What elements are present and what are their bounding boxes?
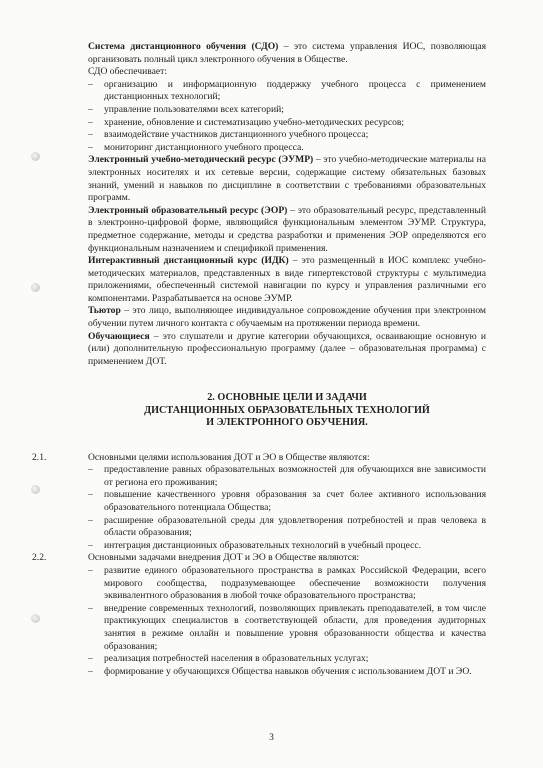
definition-text: – это система управления ИОС, позволяющая организовать полный цикл электронного обучения в Обществе. (88, 41, 487, 65)
clause-number: 2.2. (32, 552, 47, 564)
list-item: – организацию и информационную поддержку учебного процесса с применением дистанционных технологий; (88, 78, 486, 103)
punch-hole (31, 152, 40, 161)
list-item: – хранение, обновление и систематизацию учебно-методических ресурсов; (88, 116, 405, 128)
definition-text: – это учебно-методические материалы на электронных носителях и их сетевые версии, содержащие систему обязательных базовых знаний, умений и навыков по дисциплине в соответствии с требованиями образовательных программ. (88, 154, 486, 204)
definition-text: – это размещенный в ИОС комплекс учебно-методических материалов, представленных в виде гипертекстовой структуры с мультимедиа приложениями, обеспеченный системой навигации по курсу и управления различными его компонентами. Разрабатывается на основе ЭУМР. (88, 255, 486, 304)
punch-hole (31, 485, 40, 494)
definition-term: Тьютор (88, 305, 121, 317)
list-item: – интеграция дистанционных образовательных технологий в учебный процесс. (88, 539, 421, 551)
list-item: – повышение качественного уровня образования за счет более активного использования образовательного потенциала Общества; (88, 489, 486, 514)
definition-eumr (88, 154, 486, 204)
definition-text: – это образовательный ресурс, представленный в электронно-цифровой форме, являющийся функциональным элементом ЭУМР. Структура, предметное содержание, методы и средства разработки и применения ЭОР определяются его функциональным назначением и спецификой применения. (88, 204, 486, 254)
definition-idk (88, 255, 486, 305)
clause-intro: Основными целями использования ДОТ и ЭО в Обществе являются: (88, 451, 370, 463)
list-item: – взаимодействие участников дистанционного учебного процесса; (88, 129, 369, 141)
definition-tutor (88, 305, 486, 330)
definition-term: Электронный образовательный ресурс (ЭОР) (88, 204, 288, 216)
definition-term: Обучающиеся (88, 330, 150, 342)
sdo-intro: СДО обеспечивает: (88, 66, 167, 78)
page-body (32, 41, 487, 678)
definition-term: Интерактивный дистанционный курс (ИДК) (88, 255, 289, 267)
definition-term: Система дистанционного обучения (СДО) (88, 41, 279, 52)
page-number: 3 (269, 733, 274, 743)
clause-2-1 (32, 451, 486, 553)
list-item: – мониторинг дистанционного учебного процесса. (88, 141, 304, 153)
definition-learners (88, 331, 486, 369)
definition-text: – это слушатели и другие категории обучающихся, осваивающие основную и (или) дополнительную профессиональную программу (далее – образовательная программа) с применением ДОТ. (88, 330, 486, 367)
list-item: – внедрение современных технологий, позволяющих привлекать преподавателей, в том числе практикующих специалистов в соответствующей области, для проведения аудиторных занятия в режиме онлайн и повышение уровня образованности общества и качества образования; (88, 602, 486, 652)
list-item: – формирование у обучающихся Общества навыков обучения с использованием ДОТ и ЭО. (88, 665, 472, 677)
list-item: – развитие единого образовательного пространства в рамках Российской Федерации, всего мирового сообщества, подразумевающее обеспечение возможности получения эквивалентного образования в любой точке образовательного пространства; (88, 565, 486, 602)
clause-2-2 (32, 552, 486, 678)
definition-eor (88, 205, 486, 255)
definition-text: – это лицо, выполняющее индивидуальное сопровождение обучения при электронном обучении путем личного контакта с обучаемым на протяжении периода времени. (88, 305, 486, 330)
definition-sdo (88, 41, 486, 66)
list-item: – предоставление равных образовательных возможностей для обучающихся вне зависимости от региона его проживания; (88, 464, 486, 488)
definition-term: Электронный учебно-методический ресурс (ЭУМР) (88, 154, 314, 166)
sdo-list (88, 79, 486, 155)
clause-number: 2.1. (32, 451, 47, 463)
punch-hole (31, 283, 40, 292)
section-heading: 2. ОСНОВНЫЕ ЦЕЛИ И ЗАДАЧИ ДИСТАНЦИОННЫХ ОБРАЗОВАТЕЛЬНЫХ ТЕХНОЛОГИЙ И ЭЛЕКТРОННОГО ОБУЧЕНИЯ. (144, 392, 430, 429)
punch-hole (31, 614, 40, 623)
clause-intro: Основными задачами внедрения ДОТ и ЭО в Обществе являются: (88, 552, 360, 564)
list-item: – управление пользователями всех категорий; (88, 103, 284, 115)
list-item: – расширение образовательной среды для удовлетворения потребностей и прав человека в области образования; (88, 514, 486, 539)
list-item: – реализация потребностей населения в образовательных услугах; (88, 653, 369, 665)
